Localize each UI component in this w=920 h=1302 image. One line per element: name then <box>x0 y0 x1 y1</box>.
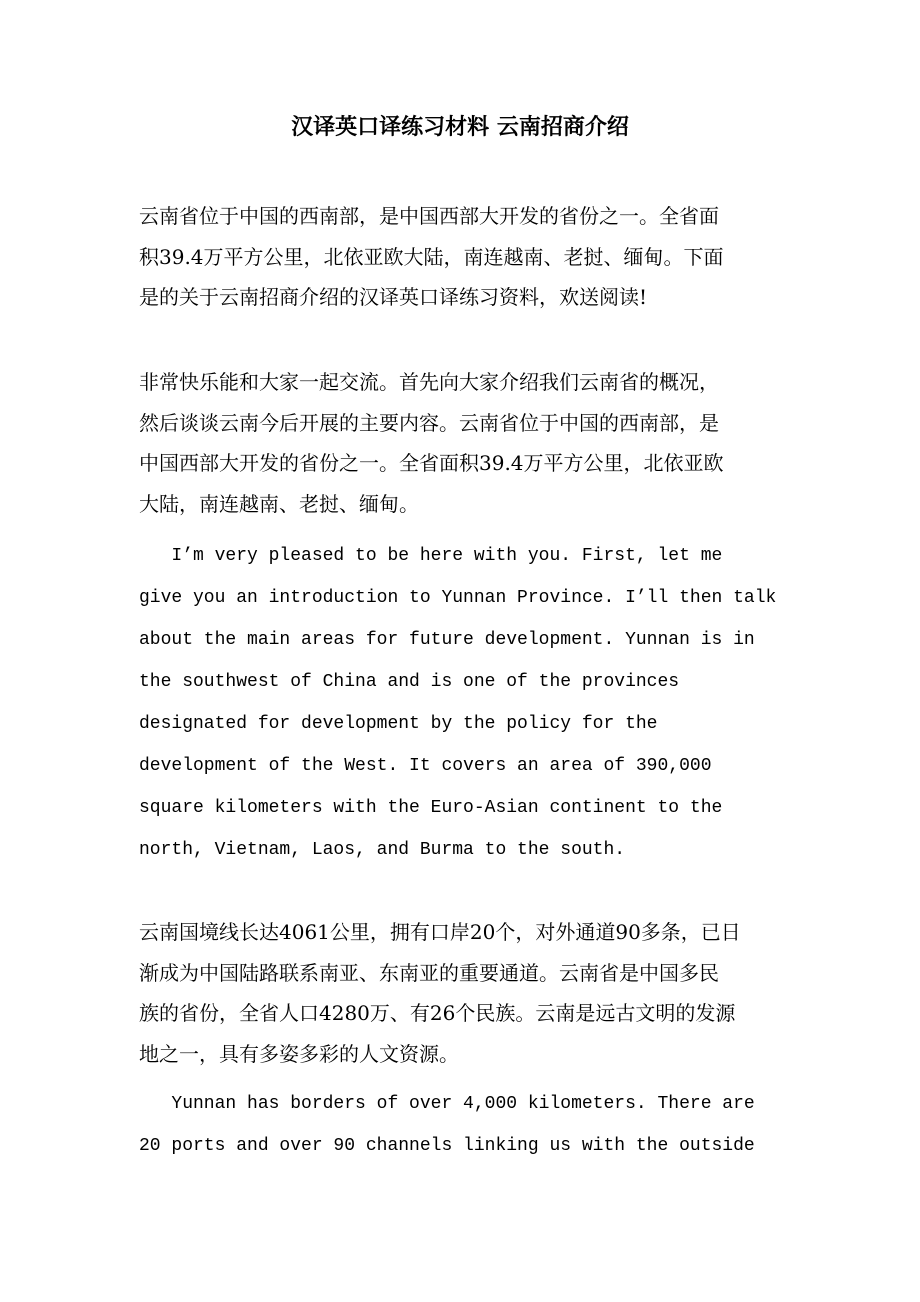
paragraph-line: 渐成为中国陆路联系南亚、东南亚的重要通道。云南省是中国多民 <box>139 960 719 985</box>
paragraph-line: development of the West. It covers an area of 390,000 <box>139 756 712 776</box>
paragraph-line: north, Vietnam, Laos, and Burma to the south. <box>139 840 626 860</box>
paragraph-1-english <box>139 535 789 871</box>
paragraph-line: 20 ports and over 90 channels linking us with the outside <box>139 1136 755 1156</box>
paragraph-line: about the main areas for future development. Yunnan is in <box>139 630 755 650</box>
paragraph-line: Yunnan has borders of over 4,000 kilometers. There are <box>139 1094 755 1114</box>
intro-line: 是的关于云南招商介绍的汉译英口译练习资料，欢送阅读! <box>139 285 648 309</box>
paragraph-line: 云南国境线长达4061公里，拥有口岸20个，对外通道90多条，已日 <box>139 920 741 944</box>
paragraph-line: 非常快乐能和大家一起交流。首先向大家介绍我们云南省的概况， <box>139 370 719 394</box>
paragraph-line: give you an introduction to Yunnan Province. I’ll then talk <box>139 588 777 608</box>
paragraph-line: 族的省份，全省人口4280万、有26个民族。云南是远古文明的发源 <box>139 1001 736 1025</box>
paragraph-2-chinese <box>139 912 779 1074</box>
intro-line: 云南省位于中国的西南部，是中国西部大开发的省份之一。全省面 <box>139 204 719 228</box>
document-title: 汉译英口译练习材料 云南招商介绍 <box>291 114 629 140</box>
paragraph-line: I’m very pleased to be here with you. First, let me <box>139 546 723 566</box>
paragraph-line: 中国西部大开发的省份之一。全省面积39.4万平方公里，北依亚欧 <box>139 451 724 475</box>
paragraph-line: 大陆，南连越南、老挝、缅甸。 <box>139 491 419 516</box>
paragraph-line: the southwest of China and is one of the provinces <box>139 672 680 692</box>
paragraph-line: designated for development by the policy for the <box>139 714 658 734</box>
intro-line: 积39.4万平方公里，北依亚欧大陆，南连越南、老挝、缅甸。下面 <box>139 244 724 269</box>
paragraph-2-english <box>139 1083 789 1167</box>
paragraph-line: 地之一，具有多姿多彩的人文资源。 <box>139 1041 459 1066</box>
intro-paragraph <box>139 196 779 318</box>
paragraph-line: square kilometers with the Euro-Asian continent to the <box>139 798 723 818</box>
paragraph-1-chinese <box>139 362 779 524</box>
paragraph-line: 然后谈谈云南今后开展的主要内容。云南省位于中国的西南部，是 <box>139 410 719 435</box>
